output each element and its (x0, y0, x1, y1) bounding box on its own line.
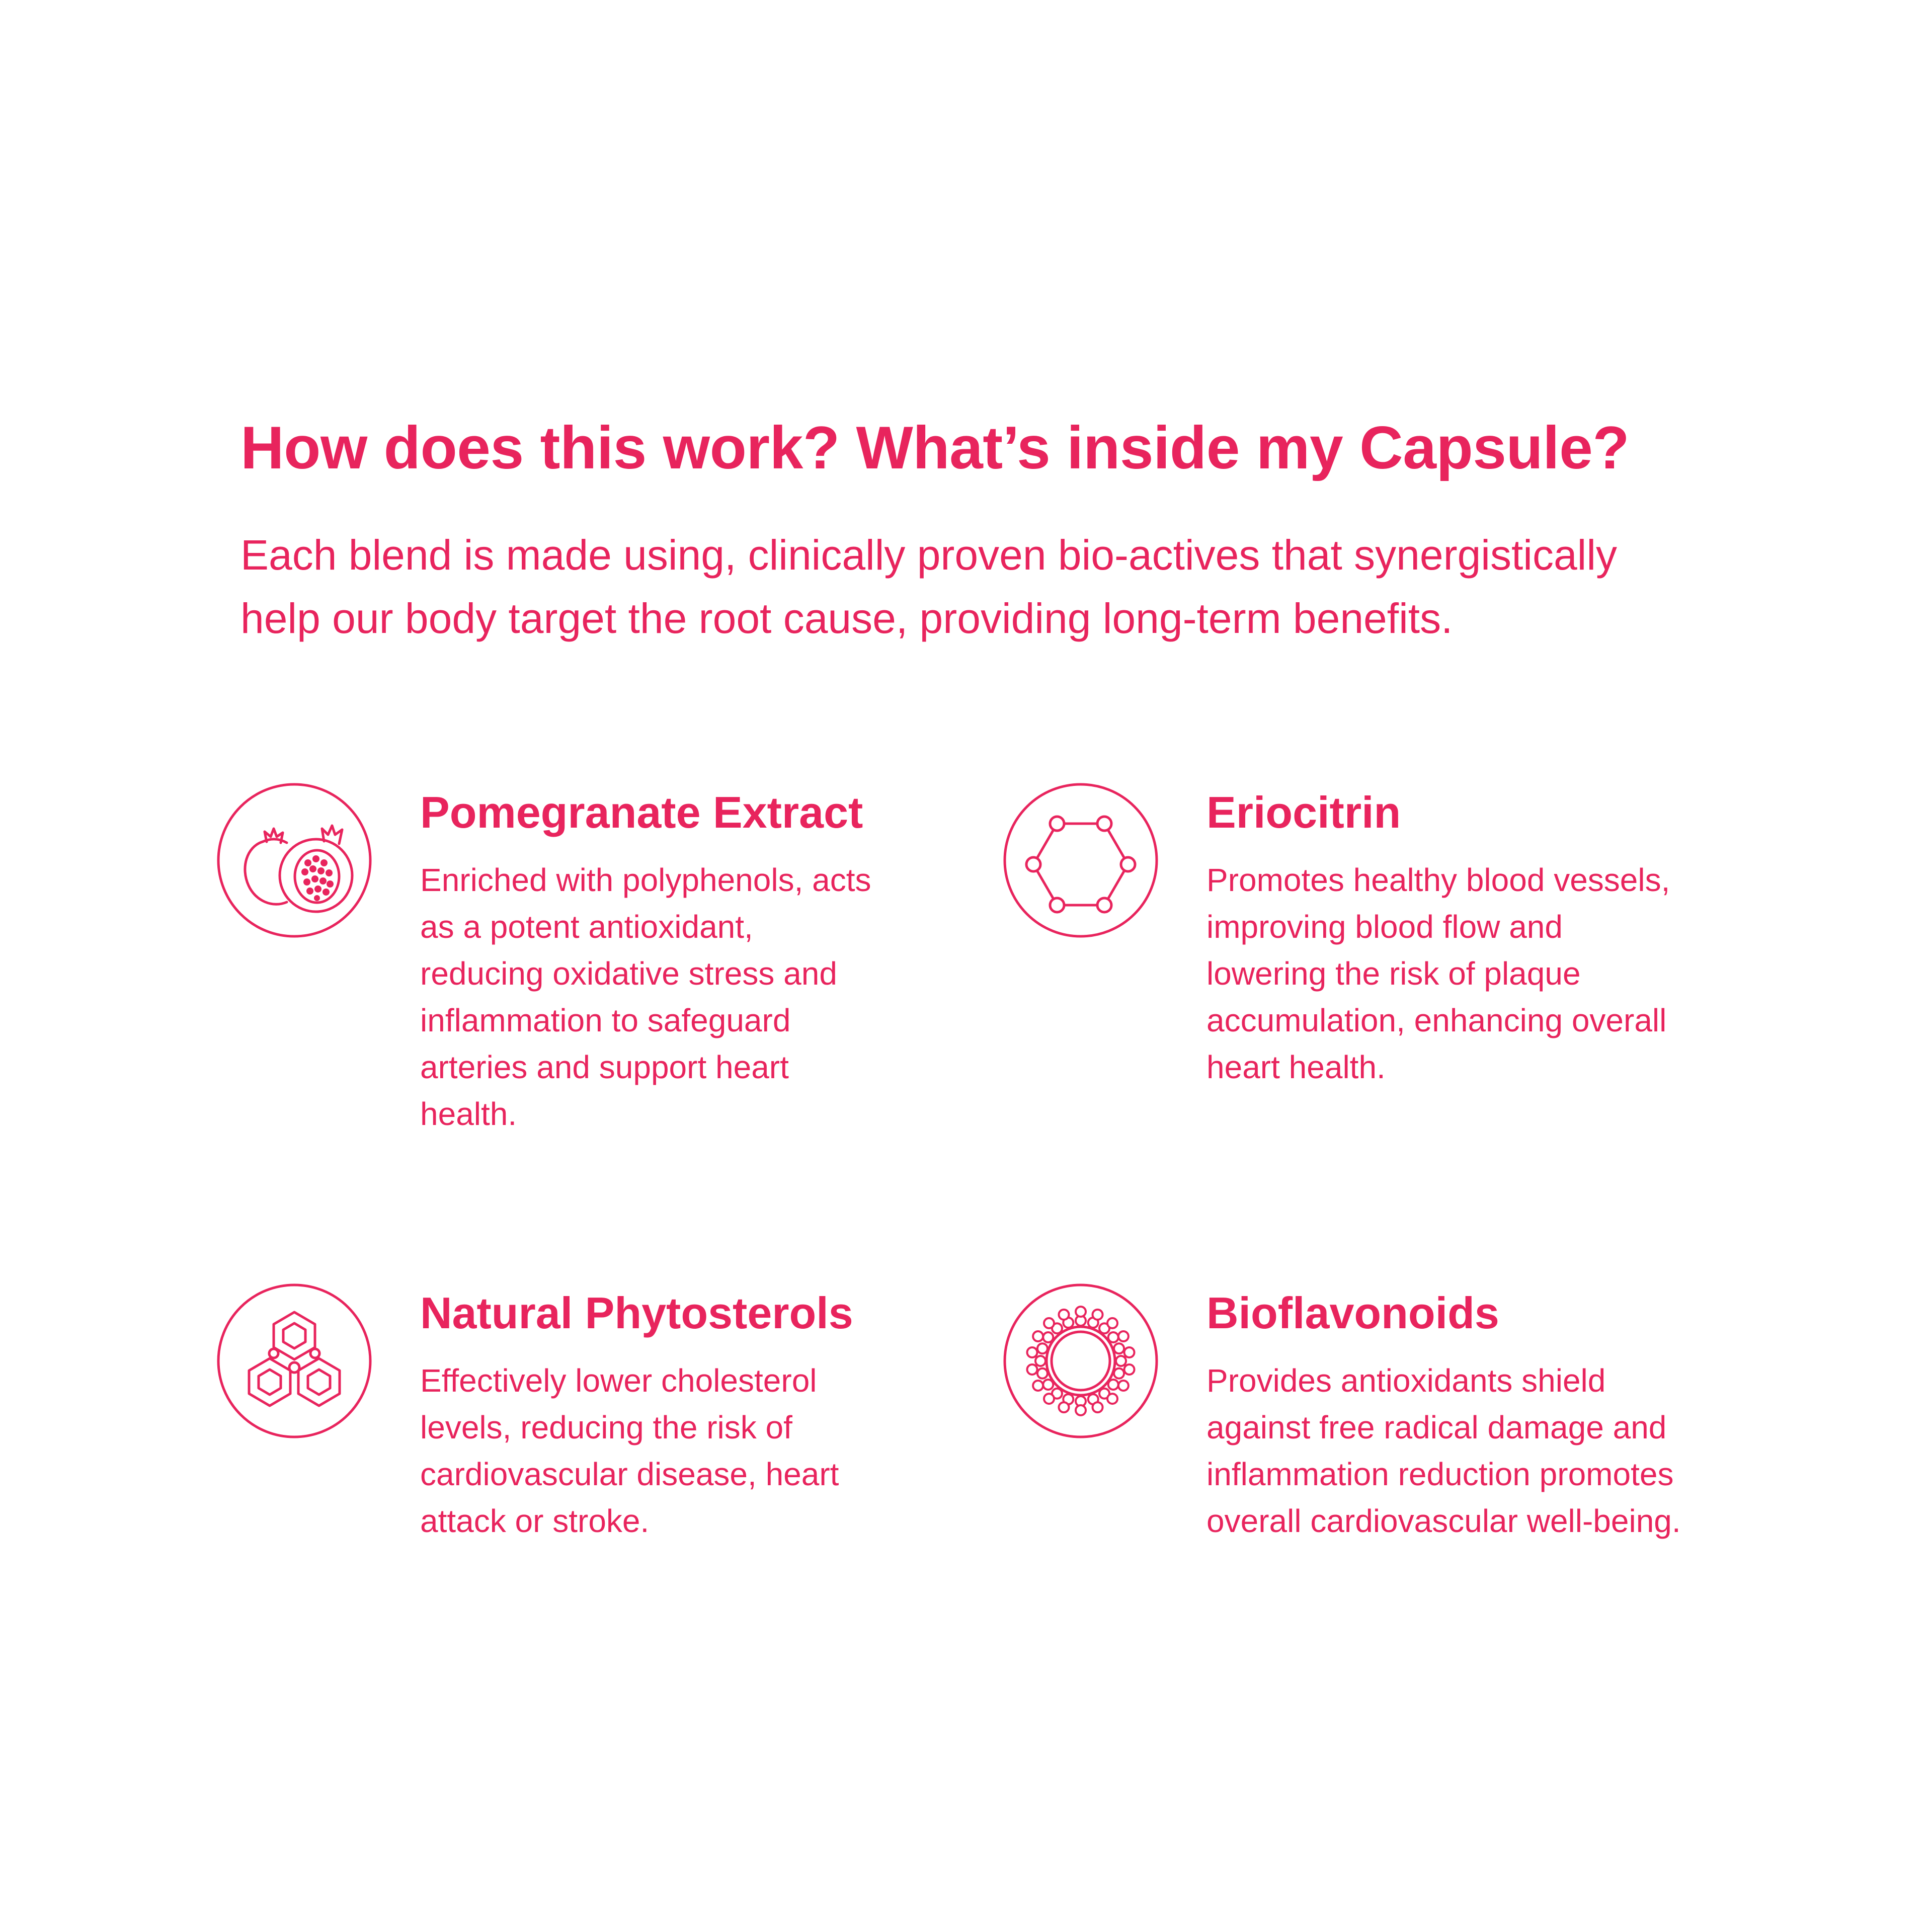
feature-description (1206, 857, 1670, 1091)
description-line: as a potent antioxidant, (420, 909, 753, 945)
feature-description (420, 857, 871, 1138)
feature-description (1206, 1357, 1681, 1545)
description-line: accumulation, enhancing overall (1206, 1002, 1667, 1038)
description-line: attack or stroke. (420, 1503, 650, 1539)
feature-title: Bioflavonoids (1206, 1288, 1499, 1338)
feature-pomegranate-extract (216, 782, 1001, 1235)
feature-bioflavonoids (1003, 1283, 1788, 1736)
feature-description (420, 1357, 839, 1545)
description-line: lowering the risk of plaque (1206, 955, 1581, 992)
description-line: Effectively lower cholesterol (420, 1362, 817, 1399)
description-line: Enriched with polyphenols, acts (420, 862, 871, 898)
description-line: health. (420, 1096, 517, 1132)
description-line: reducing oxidative stress and (420, 955, 837, 992)
description-line: cardiovascular disease, heart (420, 1456, 839, 1492)
description-line: improving blood flow and (1206, 909, 1563, 945)
feature-title: Natural Phytosterols (420, 1288, 853, 1338)
description-line: overall cardiovascular well-being. (1206, 1503, 1681, 1539)
intro-text (240, 523, 1750, 650)
intro-line: Each blend is made using, clinically proven bio-actives that synergistically (240, 531, 1617, 579)
feature-eriocitrin (1003, 782, 1788, 1235)
feature-natural-phytosterols (216, 1283, 1001, 1736)
description-line: against free radical damage and (1206, 1409, 1667, 1445)
triple-hexagon-molecule-icon (216, 1283, 372, 1439)
description-line: inflammation reduction promotes (1206, 1456, 1674, 1492)
description-line: Provides antioxidants shield (1206, 1362, 1606, 1399)
feature-title: Pomegranate Extract (420, 787, 863, 837)
feature-title: Eriocitrin (1206, 787, 1401, 837)
description-line: inflammation to safeguard (420, 1002, 791, 1038)
description-line: Promotes healthy blood vessels, (1206, 862, 1670, 898)
description-line: heart health. (1206, 1049, 1386, 1085)
cell-ring-icon (1003, 1283, 1159, 1439)
page-title: How does this work? What’s inside my Capsule? (240, 414, 1630, 481)
hexagon-molecule-icon (1003, 782, 1159, 938)
pomegranate-icon (216, 782, 372, 938)
intro-line: help our body target the root cause, providing long-term benefits. (240, 595, 1453, 642)
description-line: levels, reducing the risk of (420, 1409, 792, 1445)
description-line: arteries and support heart (420, 1049, 789, 1085)
